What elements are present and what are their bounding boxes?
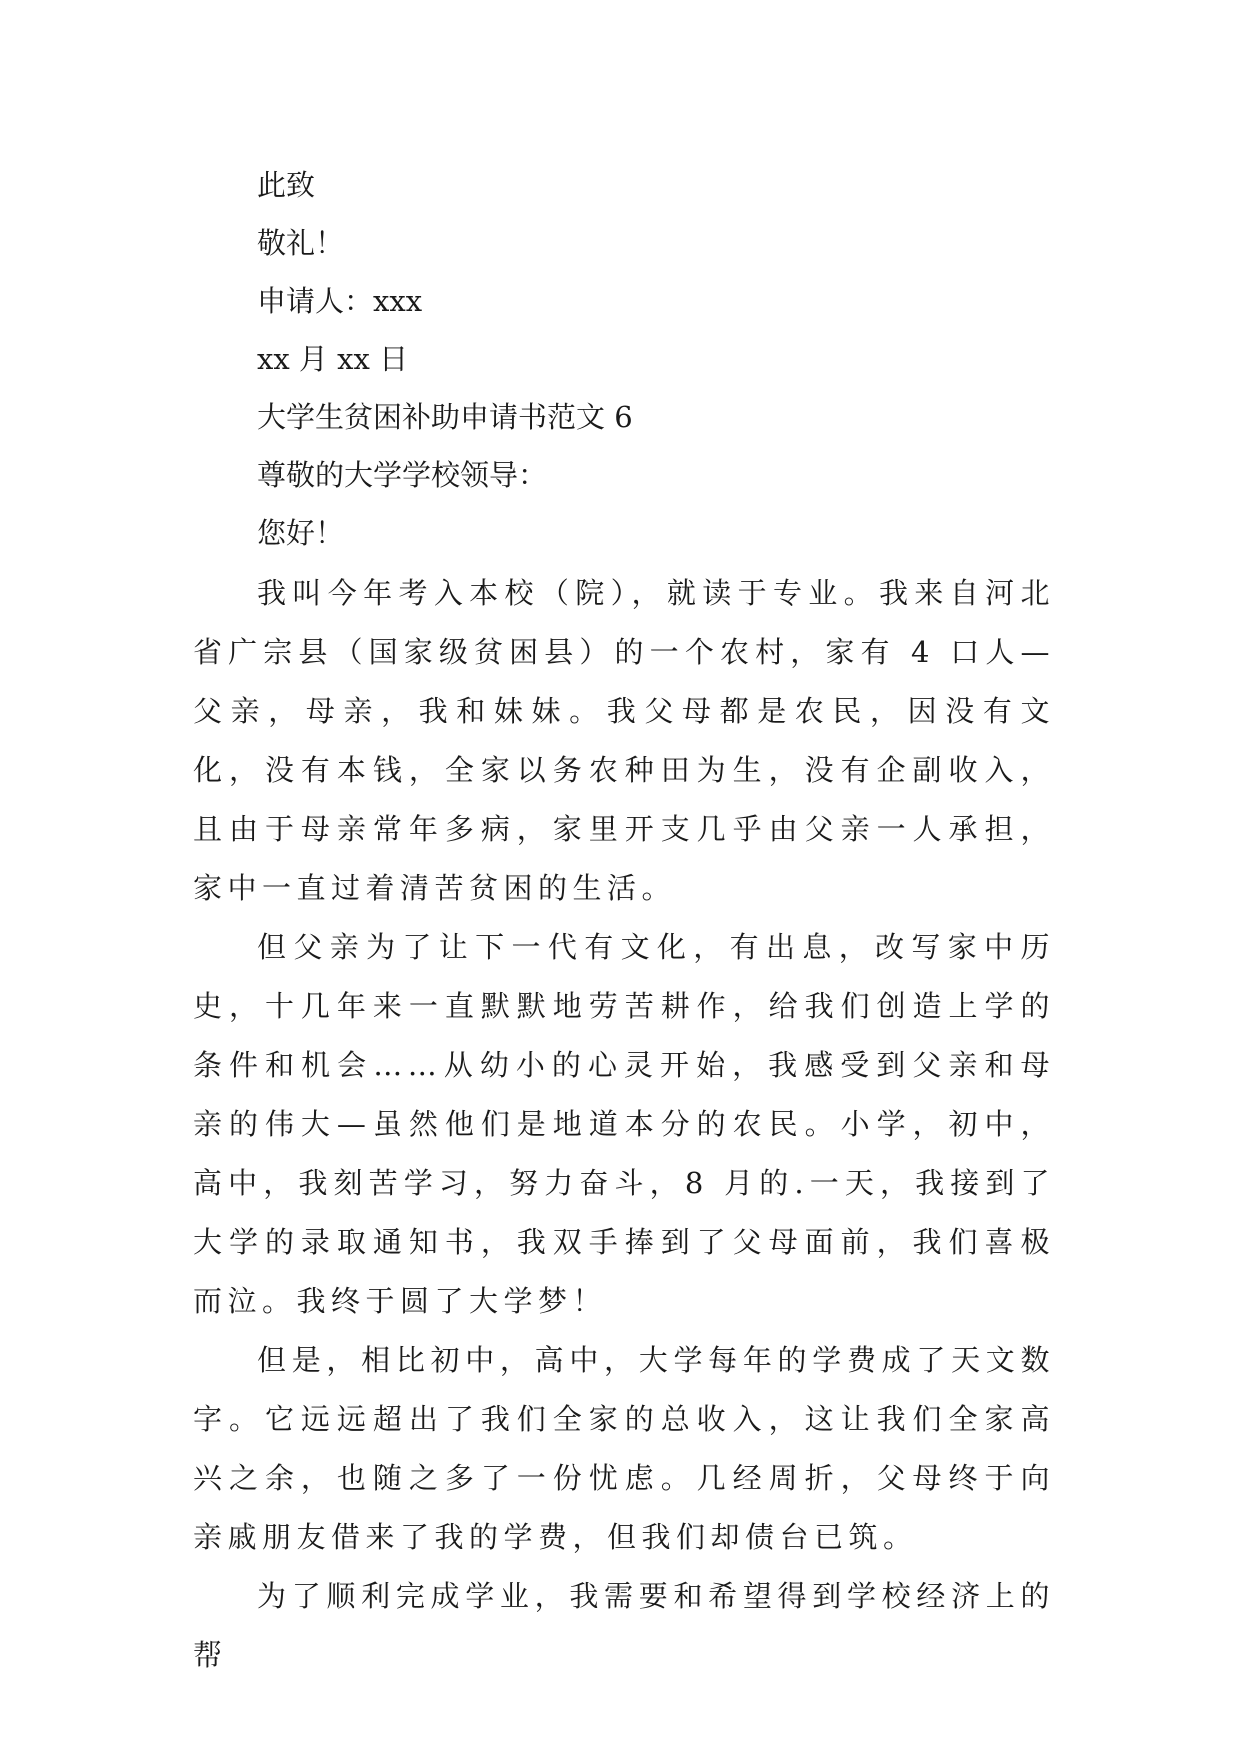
greeting-line: 您好！ <box>257 516 345 550</box>
letter-body <box>193 156 1055 1685</box>
body-paragraph: 我叫今年考入本校（院），就读于专业。我来自河北省广宗县（国家级贫困县）的一个农村，家有 4 口人—父亲，母亲，我和妹妹。我父母都是农民，因没有文化，没有本钱，全家以务农种田为生，没有企副收入，且由于母亲常年多病，家里开支几乎由父亲一人承担，家中一直过着清苦贫困的生活。 <box>193 576 1055 905</box>
date-line: xx 月 xx 日 <box>257 342 409 376</box>
closing-line: 此致 <box>257 168 316 202</box>
body-paragraph: 但父亲为了让下一代有文化，有出息，改写家中历史，十几年来一直默默地劳苦耕作，给我们创造上学的条件和机会……从幼小的心灵开始，我感受到父亲和母亲的伟大—虽然他们是地道本分的农民。小学，初中，高中，我刻苦学习，努力奋斗，8 月的.一天，我接到了大学的录取通知书，我双手捧到了父母面前，我们喜极而泣。我终于圆了大学梦！ <box>193 930 1055 1318</box>
applicant-line: 申请人：xxx <box>257 284 423 318</box>
salutation-line: 尊敬的大学学校领导： <box>257 458 548 492</box>
body-paragraph: 但是，相比初中，高中，大学每年的学费成了天文数字。它远远超出了我们全家的总收入，这让我们全家高兴之余，也随之多了一份忧虑。几经周折，父母终于向亲戚朋友借来了我的学费，但我们却债台已筑。 <box>193 1343 1055 1554</box>
regards-line: 敬礼！ <box>257 226 345 260</box>
body-paragraph: 为了顺利完成学业，我需要和希望得到学校经济上的帮 <box>193 1579 1055 1672</box>
letter-title: 大学生贫困补助申请书范文 6 <box>257 400 633 434</box>
